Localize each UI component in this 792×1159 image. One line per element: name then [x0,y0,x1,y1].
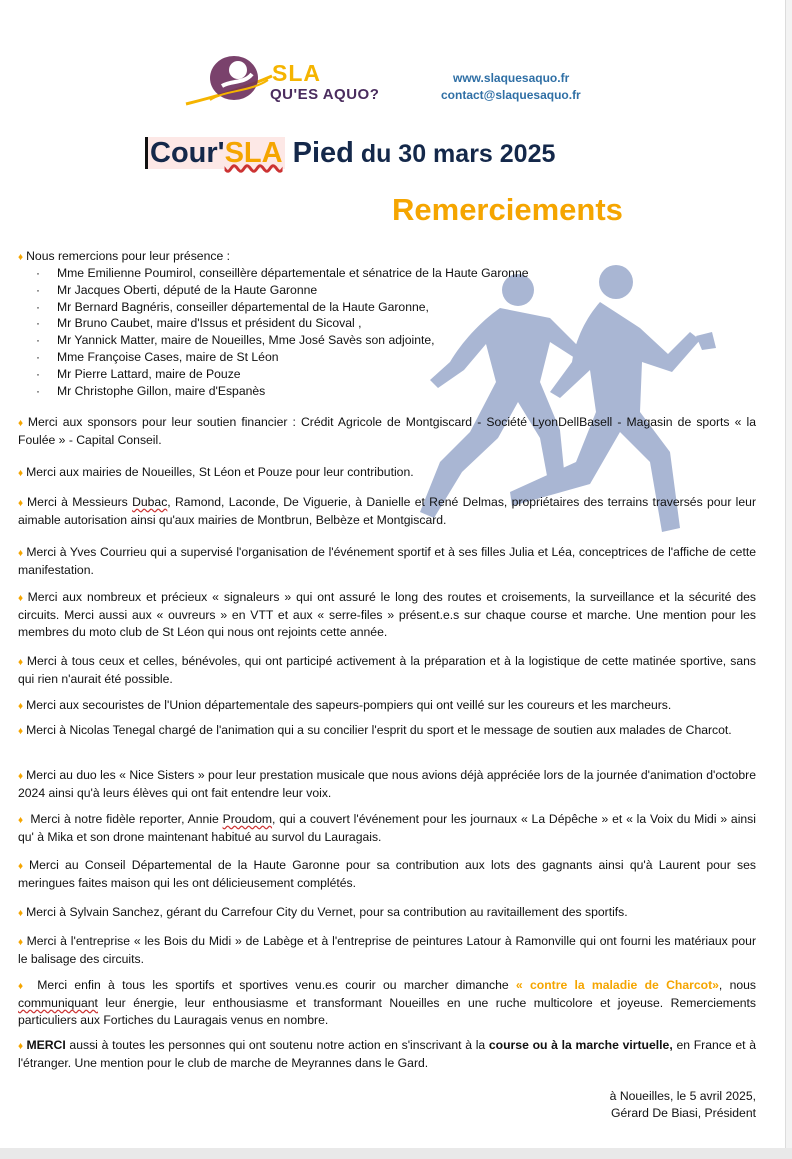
list-item: · Mr Christophe Gillon, maire d'Espanès [36,383,266,398]
paragraph-conseil: ♦ Merci au Conseil Départemental de la Haute Garonne pour sa contribution aux lots des gagnants ainsi qu'à Laurent pour ses meringues faites maison qui les ont délicieusement complétés. [18,858,756,890]
diamond-bullet-icon: ♦ [18,937,24,948]
paragraph-secouristes: ♦ Merci aux secouristes de l'Union départementale des sapeurs-pompiers qui ont veillé sur les coureurs et les marcheurs. [18,698,672,712]
contact-block [441,70,581,104]
signature-name: Gérard De Biasi, Président [611,1106,756,1120]
paragraph-merci-virtuel: ♦ MERCI aussi à toutes les personnes qui ont soutenu notre action en s'inscrivant à la course ou à la marche virtuelle, en France et à l'étranger. Une mention pour le club de marche de Meyrannes dans le Gard. [18,1038,757,1070]
page-title [145,137,555,177]
title-date: du 30 mars 2025 [353,140,556,168]
list-item: · Mr Bruno Caubet, maire d'Issus et président du Sicoval , [36,316,362,331]
charcot-highlight: « contre la maladie de Charcot» [515,978,719,992]
list-item: · Mr Pierre Lattard, maire de Pouze [36,366,241,381]
diamond-bullet-icon: ♦ [18,1041,24,1052]
list-item: · Mr Bernard Bagnéris, conseiller départemental de la Haute Garonne, [36,299,429,314]
page-bottom-bar [0,1148,792,1159]
diamond-bullet-icon: ♦ [18,908,24,919]
page-subtitle: Remerciements [392,192,623,227]
diamond-bullet-icon: ♦ [18,418,25,429]
diamond-bullet-icon: ♦ [18,771,24,782]
diamond-bullet-icon: ♦ [18,593,25,604]
diamond-bullet-icon: ♦ [18,861,26,872]
list-item: · Mme Françoise Cases, maire de St Léon [36,349,279,364]
paragraph-sportifs: ♦ Merci enfin à tous les sportifs et sportives venu.es courir ou marcher dimanche « contre la maladie de Charcot», nous communiquant leur énergie, leur enthousiasme et transformant Noueilles en une ruche multicolore et joyeuse. Remerciements particuliers aux Fortiches du Lauragais venus en nombre. [18,978,757,1027]
paragraph-signaleurs: ♦ Merci aux nombreux et précieux « signaleurs » qui ont assuré le long des routes et croisements, la surveillance et la sécurité des circuits. Merci aussi aux « ouvreurs » en VTT et aux « serre-files » présent.e.s sur chaque course et marche. Une mention pour les membres du moto club de St Léon qui nous ont rejoints cette année. [18,590,756,639]
title-pied: Pied [284,137,354,169]
paragraph-messieurs: ♦ Merci à Messieurs Dubac, Ramond, Laconde, De Viguerie, à Danielle et René Delmas, propriétaires des terrains traversés pour leur aimable autorisation ainsi qu'aux mairies de Montbrun, Belbèze et Montgiscard. [18,495,757,527]
paragraph-yves: ♦ Merci à Yves Courrieu qui a supervisé l'organisation de l'événement sportif et à ses filles Julia et Léa, conceptrices de l'affiche de cette manifestation. [18,545,756,577]
list-item: · Mme Emilienne Poumirol, conseillère départementale et sénatrice de la Haute Garonne [36,266,529,280]
paragraph-mairies: ♦ Merci aux mairies de Noueilles, St Léon et Pouze pour leur contribution. [18,465,414,479]
list-item: · Mr Yannick Matter, maire de Noueilles, Mme José Savès son adjointe, [36,333,435,348]
title-sla: SLA [224,137,283,169]
signature-place-date: à Noueilles, le 5 avril 2025, [609,1089,756,1103]
page-edge [785,0,792,1148]
signature-block [540,1088,756,1122]
diamond-bullet-icon: ♦ [18,548,24,559]
paragraph-benevoles: ♦ Merci à tous ceux et celles, bénévoles, qui ont participé activement à la préparation et à la logistique de cette matinée sportive, sans qui rien n'aurait été possible. [18,654,756,686]
diamond-bullet-icon: ♦ [18,252,24,263]
paragraph-reporter: ♦ Merci à notre fidèle reporter, Annie Proudom, qui a couvert l'événement pour les journaux « La Dépêche » et « la Voix du Midi » ainsi qu' à Mika et son drone maintenant habitué au survol du Lauragais. [18,812,756,844]
diamond-bullet-icon: ♦ [18,498,25,509]
diamond-bullet-icon: ♦ [18,726,24,737]
logo-text-quesaquo: QU'ES AQUO? [270,86,380,103]
intro-line: ♦ Nous remercions pour leur présence : [18,249,231,263]
paragraph-nice-sisters: ♦ Merci au duo les « Nice Sisters » pour leur prestation musicale que nous avions déjà appréciée lors de la journée d'animation d'octobre 2024 ainsi qu'à leurs élèves qui ont fait entendre leur voix. [18,768,756,800]
diamond-bullet-icon: ♦ [18,815,24,826]
paragraph-nicolas: ♦ Merci à Nicolas Tenegal chargé de l'animation qui a su concilier l'esprit du sport et le message de soutien aux malades de Charcot. [18,723,732,737]
list-item: · Mr Jacques Oberti, député de la Haute Garonne [36,282,318,297]
diamond-bullet-icon: ♦ [18,981,27,992]
paragraph-sponsors: ♦ Merci aux sponsors pour leur soutien financier : Crédit Agricole de Montgiscard - Société LyonDellBasell - Magasin de sports « la Foulée » - Capital Conseil. [18,415,756,447]
guest-list [36,265,529,399]
email-link[interactable]: contact@slaquesaquo.fr [441,88,581,102]
website-link[interactable]: www.slaquesaquo.fr [453,71,570,85]
diamond-bullet-icon: ♦ [18,468,24,479]
diamond-bullet-icon: ♦ [18,701,24,712]
paragraph-bois-du-midi: ♦ Merci à l'entreprise « les Bois du Midi » de Labège et à l'entreprise de peintures Latour à Ramonville qui ont fourni les matériaux pour le balisage des circuits. [18,934,756,966]
paragraph-sylvain: ♦ Merci à Sylvain Sanchez, gérant du Carrefour City du Vernet, pour sa contribution au ravitaillement des sportifs. [18,905,628,919]
diamond-bullet-icon: ♦ [18,657,24,668]
logo-text-sla: SLA [272,60,321,86]
title-cour: Cour'SLA [145,137,285,169]
